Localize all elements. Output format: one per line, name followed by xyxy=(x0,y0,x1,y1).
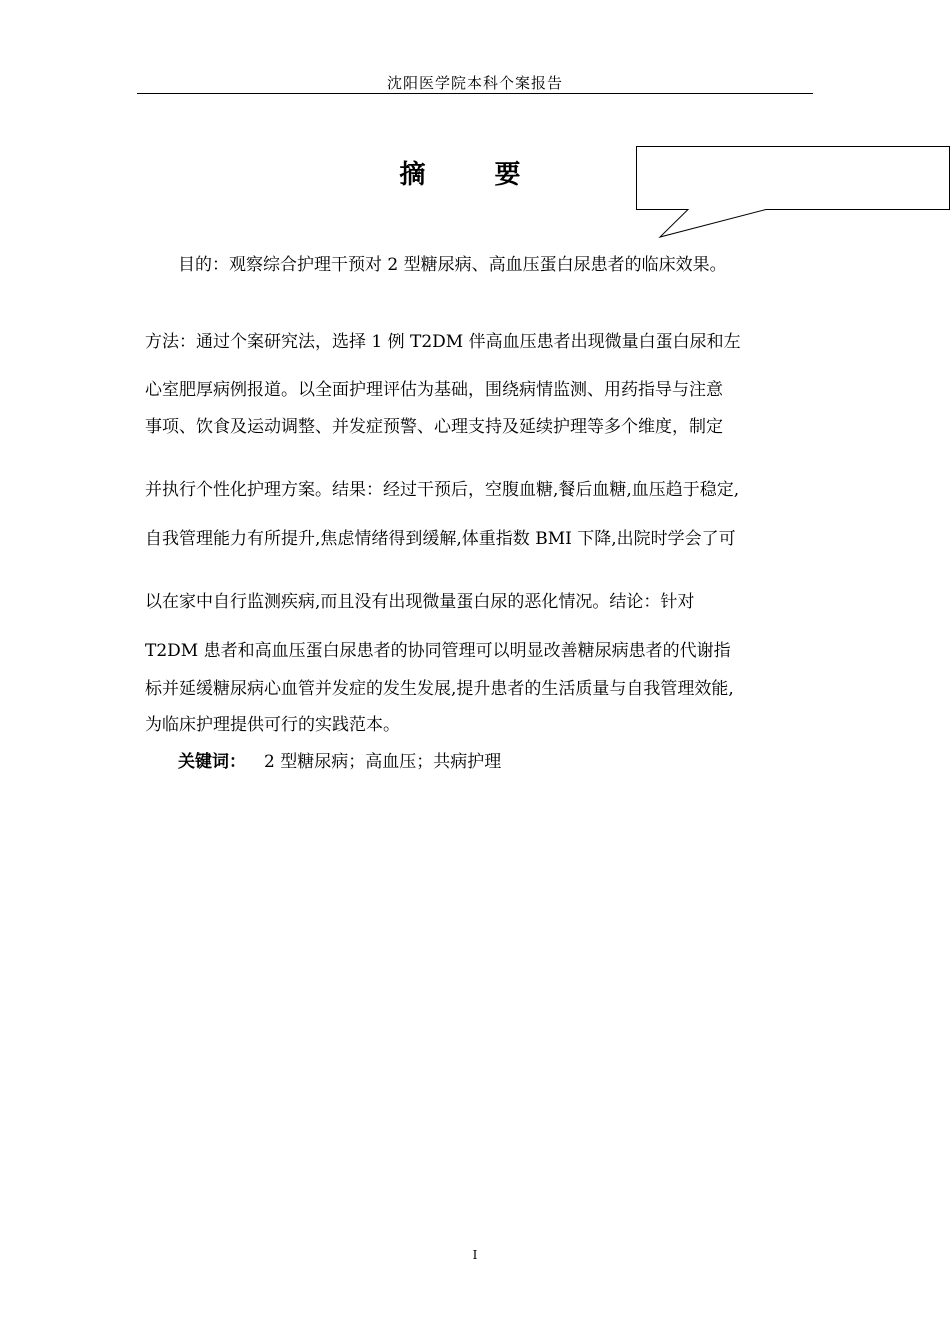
abstract-title: 摘 要 xyxy=(399,160,551,190)
abstract-line: 为临床护理提供可行的实践范本。 xyxy=(145,715,400,735)
abstract-line: 方法：通过个案研究法，选择 1 例 T2DM 伴高血压患者出现微量白蛋白尿和左 xyxy=(145,332,741,352)
abstract-line: 自我管理能力有所提升,焦虑情绪得到缓解,体重指数 BMI 下降,出院时学会了可 xyxy=(145,529,736,549)
abstract-line: 标并延缓糖尿病心血管并发症的发生发展,提升患者的生活质量与自我管理效能, xyxy=(145,679,734,699)
abstract-line-objective: 目的：观察综合护理干预对 2 型糖尿病、高血压蛋白尿患者的临床效果。 xyxy=(178,255,727,275)
comment-callout-box xyxy=(636,146,950,238)
keywords-label: 关键词： xyxy=(178,752,246,772)
abstract-line: T2DM 患者和高血压蛋白尿患者的协同管理可以明显改善糖尿病患者的代谢指 xyxy=(145,641,731,661)
keywords-line xyxy=(178,747,501,772)
abstract-line: 并执行个性化护理方案。结果：经过干预后，空腹血糖,餐后血糖,血压趋于稳定, xyxy=(145,480,740,500)
page-number: I xyxy=(472,1248,478,1262)
keywords-value: 2 型糖尿病；高血压；共病护理 xyxy=(264,752,502,772)
abstract-line: 心室肥厚病例报道。以全面护理评估为基础，围绕病情监测、用药指导与注意 xyxy=(145,380,723,400)
abstract-line: 以在家中自行监测疾病,而且没有出现微量蛋白尿的恶化情况。结论：针对 xyxy=(145,592,695,612)
abstract-line: 事项、饮食及运动调整、并发症预警、心理支持及延续护理等多个维度，制定 xyxy=(145,417,723,437)
header-rule xyxy=(137,93,813,94)
running-header: 沈阳医学院本科个案报告 xyxy=(386,74,563,92)
